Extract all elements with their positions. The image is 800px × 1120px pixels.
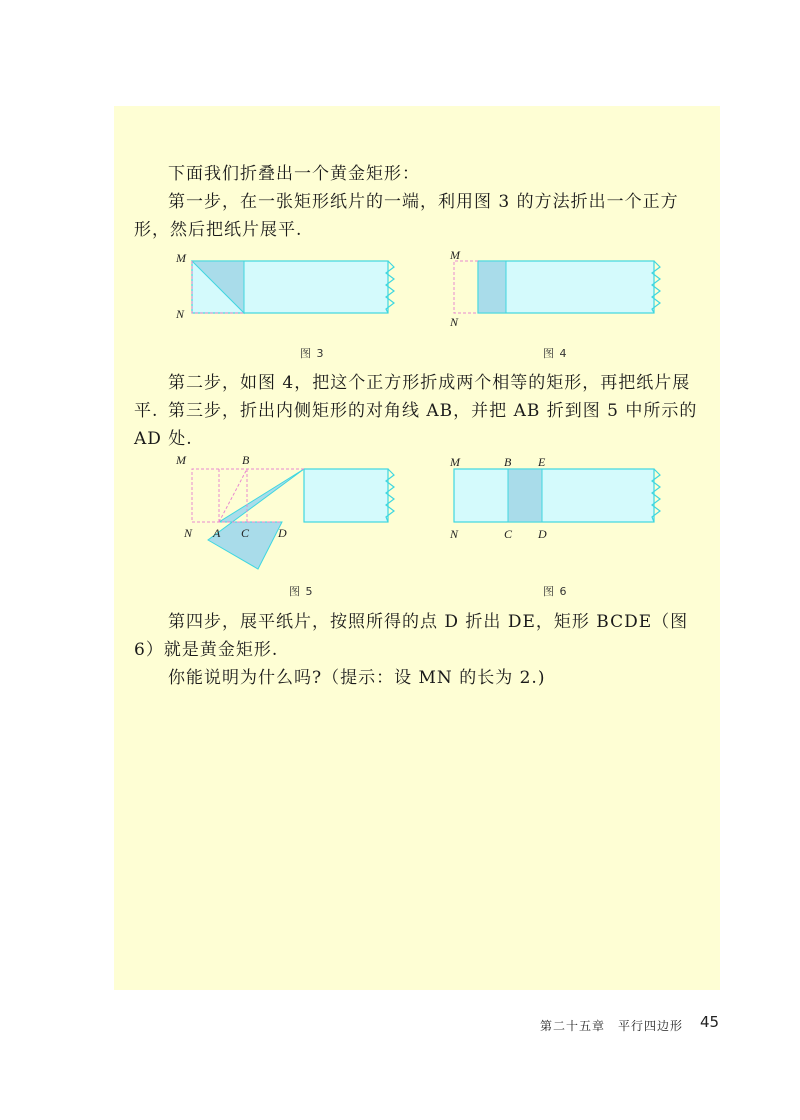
label-N: N	[450, 315, 459, 326]
label-M: M	[450, 250, 460, 262]
dashed-square-edge	[454, 261, 478, 313]
paragraph-step-2: 第二步，如图 4，把这个正方形折成两个相等的矩形，再把纸片展平.	[134, 373, 691, 421]
figure-4-caption: 图 4	[543, 347, 568, 360]
figure-3-caption: 图 3	[300, 347, 325, 360]
label-A: A	[213, 526, 221, 540]
page-number: 45	[700, 1013, 720, 1031]
paragraph-step-1: 第一步，在一张矩形纸片的一端，利用图 3 的方法折出一个正方形，然后把纸片展平.	[134, 192, 679, 240]
label-M: M	[450, 455, 460, 469]
paragraph-intro: 下面我们折叠出一个黄金矩形：	[168, 164, 420, 184]
paragraph-question: 你能说明为什么吗?（提示：设 MN 的长为 2.)	[168, 668, 546, 688]
figure-4	[444, 250, 664, 326]
chapter-title: 第二十五章 平行四边形	[540, 1019, 684, 1033]
label-D: D	[538, 527, 547, 541]
label-D: D	[278, 526, 287, 540]
figure-3	[170, 250, 400, 326]
label-C: C	[504, 527, 513, 541]
golden-rectangle-BCDE	[508, 469, 542, 522]
figure-5	[170, 452, 400, 578]
paragraph-step-3: 第三步，折出内侧矩形的对角线 AB，并把 AB 折到图 5 中所示的 AD 处.	[134, 401, 704, 449]
label-C: C	[241, 526, 250, 540]
figure-5-caption: 图 5	[289, 585, 314, 598]
label-N: N	[450, 527, 459, 541]
figure-6-caption: 图 6	[543, 585, 568, 598]
label-B: B	[242, 453, 250, 467]
paper-strip	[454, 469, 654, 522]
label-M: M	[176, 453, 186, 467]
paper-strip	[304, 469, 388, 522]
label-E: E	[538, 455, 546, 469]
label-M: M	[176, 251, 186, 265]
folded-part	[208, 469, 304, 569]
label-N: N	[176, 307, 185, 321]
inner-rectangle	[478, 261, 506, 313]
label-N: N	[184, 526, 193, 540]
label-B: B	[504, 455, 512, 469]
figure-6	[444, 452, 664, 542]
paragraph-step-4: 第四步，展平纸片，按照所得的点 D 折出 DE，矩形 BCDE（图 6）就是黄金矩形.	[134, 612, 695, 660]
dashed-outline	[192, 469, 304, 522]
